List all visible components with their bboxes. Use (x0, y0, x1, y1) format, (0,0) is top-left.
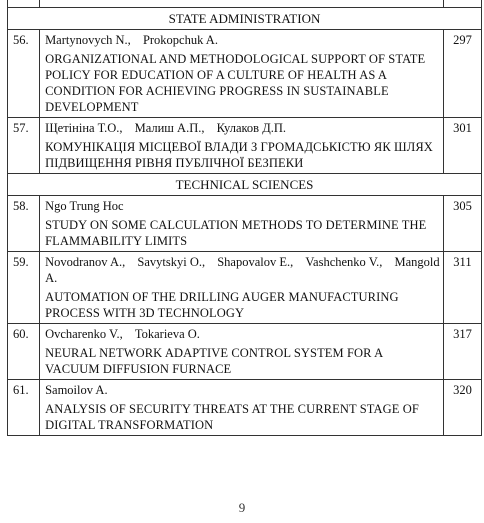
entry-title: КОМУНІКАЦІЯ МІСЦЕВОЇ ВЛАДИ З ГРОМАДСЬКІСТЮ ЯК ШЛЯХ ПІДВИЩЕННЯ РІВНЯ ПУБЛІЧНОЇ БЕЗПЕКИ (45, 140, 433, 170)
section-heading-row (8, 174, 482, 196)
author-name: Vashchenko V., (305, 255, 383, 269)
entry-number: 60. (8, 324, 40, 380)
toc-entry-row (8, 30, 482, 118)
entry-body (40, 252, 444, 324)
author-name: Кулаков Д.П. (216, 121, 287, 135)
author-name: Mangold A. (45, 255, 440, 285)
toc-entry-row (8, 324, 482, 380)
toc-entry-row (8, 118, 482, 174)
toc-entry-row (8, 252, 482, 324)
entry-page-number: 305 (443, 196, 481, 252)
entry-title: ORGANIZATIONAL AND METHODOLOGICAL SUPPORT OF STATE POLICY FOR EDUCATION OF A CULTURE OF HEALTH AS A CONDITION FOR ACHIEVING PROGRESS IN SUSTAINABLE DEVELOPMENT (45, 52, 426, 114)
entry-number: 61. (8, 380, 40, 436)
entry-authors (45, 120, 440, 136)
entry-number: 57. (8, 118, 40, 174)
entry-page-number: 301 (443, 118, 481, 174)
author-name: Ngo Trung Hoc (45, 199, 124, 213)
entry-body (40, 118, 444, 174)
previous-section-tail (8, 0, 482, 8)
table-of-contents (7, 0, 482, 436)
section-heading-row (8, 8, 482, 30)
entry-authors (45, 382, 440, 398)
entry-authors (45, 32, 440, 48)
entry-number: 59. (8, 252, 40, 324)
entry-body (40, 324, 444, 380)
section-heading: STATE ADMINISTRATION (8, 8, 482, 30)
author-name: Samoilov A. (45, 383, 108, 397)
author-name: Ovcharenko V., (45, 327, 123, 341)
entry-number: 58. (8, 196, 40, 252)
entry-page-number: 317 (443, 324, 481, 380)
entry-body (40, 30, 444, 118)
page-number: 9 (238, 500, 246, 515)
author-name: Tokarieva O. (134, 327, 200, 341)
author-name: Малиш А.П., (134, 121, 205, 135)
toc-entry-row (8, 196, 482, 252)
author-name: Savytskyi O., (137, 255, 206, 269)
entry-page-number: 320 (443, 380, 481, 436)
author-name: Martynovych N., (45, 33, 131, 47)
author-name: Shapovalov E., (217, 255, 294, 269)
entry-number: 56. (8, 30, 40, 118)
entry-authors (45, 254, 440, 286)
toc-entry-row (8, 380, 482, 436)
author-name: Prokopchuk A. (142, 33, 218, 47)
entry-title: AUTOMATION OF THE DRILLING AUGER MANUFACTURING PROCESS WITH 3D TECHNOLOGY (45, 290, 399, 320)
entry-page-number: 297 (443, 30, 481, 118)
entry-authors (45, 198, 440, 214)
entry-title: ANALYSIS OF SECURITY THREATS AT THE CURRENT STAGE OF DIGITAL TRANSFORMATION (45, 402, 419, 432)
entry-title: STUDY ON SOME CALCULATION METHODS TO DETERMINE THE FLAMMABILITY LIMITS (45, 218, 427, 248)
entry-title: NEURAL NETWORK ADAPTIVE CONTROL SYSTEM FOR A VACUUM DIFFUSION FURNACE (45, 346, 383, 376)
author-name: Щетініна Т.О., (45, 121, 123, 135)
section-heading: TECHNICAL SCIENCES (8, 174, 482, 196)
entry-body (40, 380, 444, 436)
entry-body (40, 196, 444, 252)
entry-authors (45, 326, 440, 342)
toc-body (8, 0, 482, 436)
entry-page-number: 311 (443, 252, 481, 324)
author-name: Novodranov A., (45, 255, 126, 269)
